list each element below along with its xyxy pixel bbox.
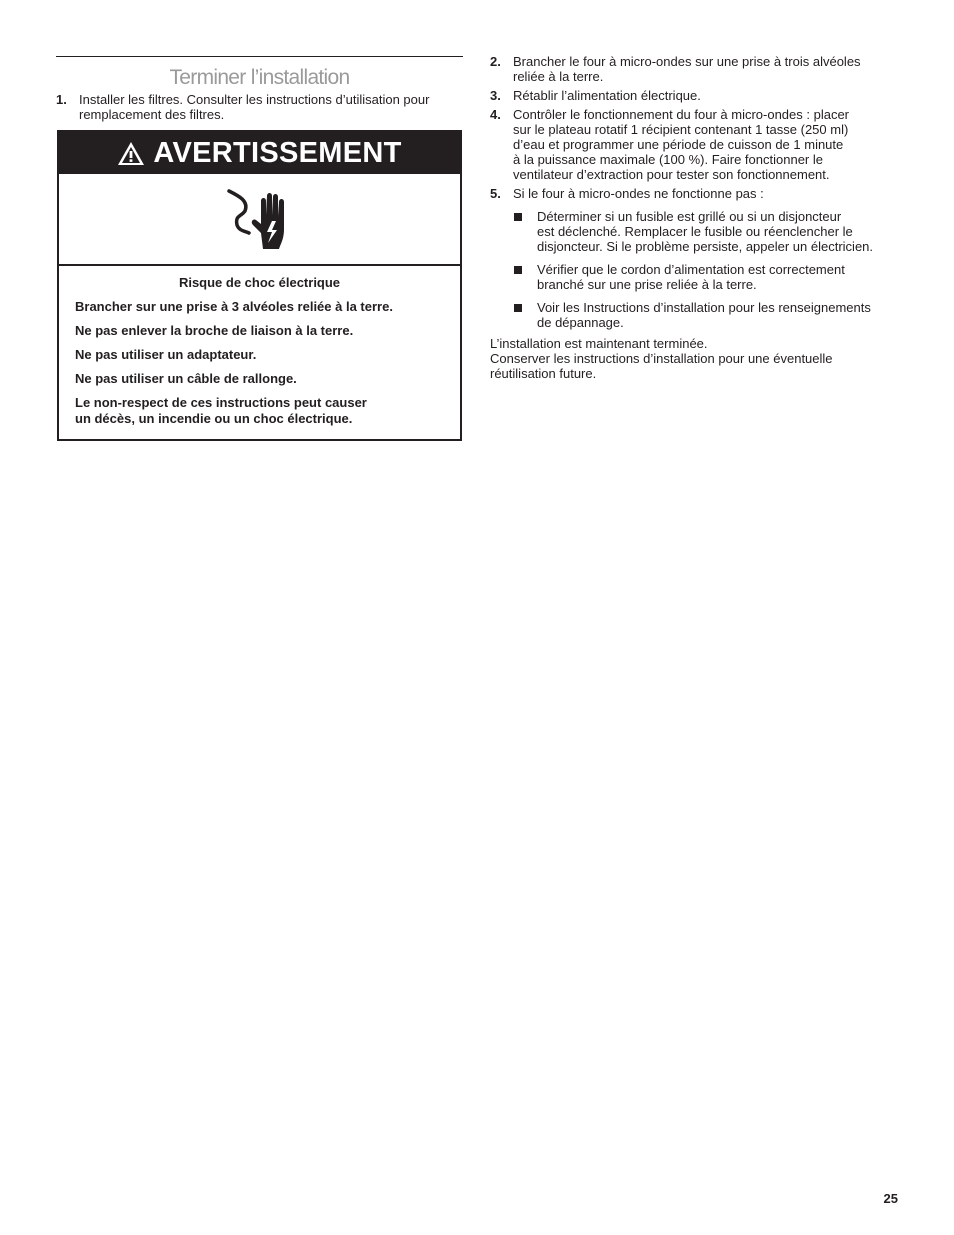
step-line: Si le four à micro-ondes ne fonctionne pas :: [513, 186, 764, 201]
step-line: Installer les filtres. Consulter les instructions d’utilisation pour: [79, 92, 430, 107]
bullet-line: est déclenché. Remplacer le fusible ou réenclencher le: [537, 224, 853, 239]
step-number: 4.: [490, 107, 501, 122]
step-2: [490, 54, 900, 84]
step-3: [490, 88, 900, 103]
step-line: ventilateur d’extraction pour tester son fonctionnement.: [513, 167, 830, 182]
warning-line: Brancher sur une prise à 3 alvéoles reliée à la terre.: [75, 299, 393, 314]
warning-line: Ne pas utiliser un câble de rallonge.: [75, 371, 297, 386]
warning-box: [57, 130, 462, 441]
bullet-line: disjoncteur. Si le problème persiste, appeler un électricien.: [537, 239, 874, 254]
step-5: [490, 186, 900, 201]
step-number: 2.: [490, 54, 501, 69]
warning-consequence-line: un décès, un incendie ou un choc électrique.: [75, 411, 353, 426]
bullet-line: Déterminer si un fusible est grillé ou si un disjoncteur: [537, 209, 842, 224]
electric-shock-hand-icon: [225, 187, 295, 253]
right-column: [490, 54, 900, 381]
warning-consequence-line: Le non-respect de ces instructions peut causer: [75, 395, 367, 410]
bullet-line: Vérifier que le cordon d’alimentation est correctement: [537, 262, 845, 277]
warning-title: Risque de choc électrique: [178, 275, 341, 290]
warning-body: [59, 266, 460, 439]
step-line: reliée à la terre.: [513, 69, 604, 84]
warning-symbol-panel: [59, 174, 460, 266]
bullet-square-icon: [514, 266, 522, 274]
bullet-item: [490, 300, 900, 330]
closing-line: réutilisation future.: [490, 366, 597, 381]
bullet-square-icon: [514, 213, 522, 221]
step-number: 3.: [490, 88, 501, 103]
warning-header: [59, 132, 460, 174]
bullet-item: [490, 262, 900, 292]
step-number: 1.: [56, 92, 67, 107]
step-1: [56, 92, 463, 122]
step-line: à la puissance maximale (100 %). Faire fonctionner le: [513, 152, 823, 167]
bullet-line: branché sur une prise reliée à la terre.: [537, 277, 757, 292]
step-line: Brancher le four à micro-ondes sur une prise à trois alvéoles: [513, 54, 861, 69]
bullet-line: de dépannage.: [537, 315, 624, 330]
warning-line: Ne pas enlever la broche de liaison à la terre.: [75, 323, 354, 338]
step-line: Contrôler le fonctionnement du four à micro-ondes : placer: [513, 107, 850, 122]
closing-line: L’installation est maintenant terminée.: [490, 336, 708, 351]
warning-line: Ne pas utiliser un adaptateur.: [75, 347, 257, 362]
bullet-square-icon: [514, 304, 522, 312]
section-rule: [56, 56, 463, 57]
page-number: 25: [883, 1191, 898, 1206]
bullet-line: Voir les Instructions d’installation pour les renseignements: [537, 300, 871, 315]
step-number: 5.: [490, 186, 501, 201]
closing-text: [490, 336, 900, 381]
section-title: Terminer l’installation: [169, 66, 350, 89]
closing-line: Conserver les instructions d’installation pour une éventuelle: [490, 351, 833, 366]
warning-triangle-icon: [117, 141, 145, 166]
left-column: [56, 56, 463, 441]
step-line: remplacement des filtres.: [79, 107, 225, 122]
warning-header-text: AVERTISSEMENT: [153, 136, 402, 169]
step-4: [490, 107, 900, 182]
step-line: d’eau et programmer une période de cuisson de 1 minute: [513, 137, 844, 152]
bullet-item: [490, 209, 900, 254]
step-line: sur le plateau rotatif 1 récipient contenant 1 tasse (250 ml): [513, 122, 849, 137]
step-line: Rétablir l’alimentation électrique.: [513, 88, 701, 103]
warning-consequence: [75, 395, 460, 427]
